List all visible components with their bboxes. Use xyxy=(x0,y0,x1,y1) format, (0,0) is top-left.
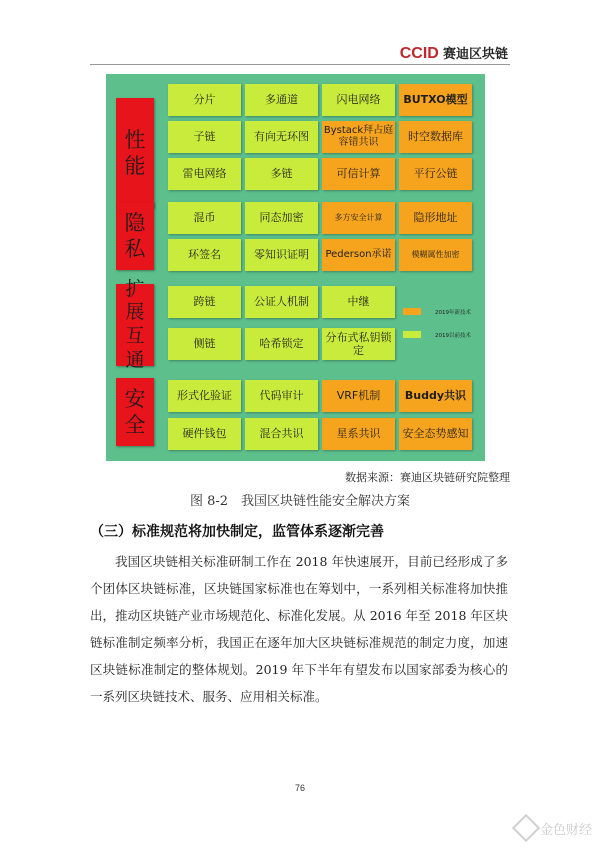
cell-zkp: 零知识证明 xyxy=(245,239,318,271)
cell-multichannel: 多通道 xyxy=(245,84,318,116)
cell-hashlock: 哈希锁定 xyxy=(245,328,318,360)
cell-vrf: VRF机制 xyxy=(322,380,395,412)
cell-buddy: Buddy共识 xyxy=(399,380,472,412)
legend-label-old: 2019以前技术 xyxy=(435,333,471,339)
cell-hybrid-consensus: 混合共识 xyxy=(245,418,318,450)
cell-sharding: 分片 xyxy=(168,84,241,116)
watermark xyxy=(516,818,592,838)
cell-security-awareness: 安全态势感知 xyxy=(399,418,472,450)
cell-butxo: BUTXO模型 xyxy=(399,84,472,116)
brand-cn: 赛迪区块链 xyxy=(442,46,508,61)
category-interop: 扩展互通 xyxy=(116,284,154,366)
cell-ring-signature: 环签名 xyxy=(168,239,241,271)
solution-diagram xyxy=(106,74,485,461)
legend-label-new: 2019年新技术 xyxy=(435,310,471,316)
section-heading: （三）标准规范将加快制定，监管体系逐渐完善 xyxy=(90,524,384,540)
cell-distributed-key: 分布式私钥锁定 xyxy=(322,328,395,360)
cell-relay: 中继 xyxy=(322,286,395,318)
page-number: 76 xyxy=(294,783,305,793)
cell-fuzzy-abe: 模糊属性加密 xyxy=(399,239,472,271)
cell-parallel-chain: 平行公链 xyxy=(399,158,472,190)
category-privacy: 隐私 xyxy=(116,202,154,270)
cell-dag: 有向无环图 xyxy=(245,121,318,153)
cell-hardware-wallet: 硬件钱包 xyxy=(168,418,241,450)
category-security: 安全 xyxy=(116,378,154,446)
cell-coinmixing: 混币 xyxy=(168,202,241,234)
cell-multichain: 多链 xyxy=(245,158,318,190)
cell-bystack: Bystack拜占庭容错共识 xyxy=(322,121,395,153)
cell-galaxy-consensus: 星系共识 xyxy=(322,418,395,450)
brand-ccid: CCID xyxy=(399,45,439,62)
watermark-logo-icon xyxy=(512,814,540,842)
cell-trusted-computing: 可信计算 xyxy=(322,158,395,190)
cell-subchain: 子链 xyxy=(168,121,241,153)
cell-stealth-address: 隐形地址 xyxy=(399,202,472,234)
cell-crosschain: 跨链 xyxy=(168,286,241,318)
cell-spacetime-db: 时空数据库 xyxy=(399,121,472,153)
figure-caption: 图 8-2 我国区块链性能安全解决方案 xyxy=(189,494,411,509)
body-paragraph: 我国区块链相关标准研制工作在 2018 年快速展开，目前已经形成了多个团体区块链标准，区块链国家标准也在筹划中，一系列相关标准将加快推出，推动区块链产业市场规范化、标准化发展。从 2016 年至 2018 年区块链标准制定频率分析，我国正在逐年加大区块链标准规范的制定力度，加速区块链标准制定的整体规划。2019 年下半年有望发布以国家部委为核心的一系列区块链技术、服务、应用相关标准。 xyxy=(90,554,508,704)
legend-swatch-new xyxy=(403,308,421,315)
cell-notary: 公证人机制 xyxy=(245,286,318,318)
legend-swatch-old xyxy=(403,331,421,338)
cell-homomorphic: 同态加密 xyxy=(245,202,318,234)
header-brand xyxy=(400,43,508,63)
cell-mpc: 多方安全计算 xyxy=(322,202,395,234)
cell-formal-verification: 形式化验证 xyxy=(168,380,241,412)
cell-pederson: Pederson承诺 xyxy=(322,239,395,271)
data-source: 数据来源：赛迪区块链研究院整理 xyxy=(345,471,510,484)
cell-sidechain: 侧链 xyxy=(168,328,241,360)
cell-lightning: 闪电网络 xyxy=(322,84,395,116)
category-performance: 性能 xyxy=(116,98,154,208)
watermark-text: 金色财经 xyxy=(539,822,592,838)
header-divider xyxy=(90,64,510,65)
cell-code-audit: 代码审计 xyxy=(245,380,318,412)
cell-raiden: 雷电网络 xyxy=(168,158,241,190)
